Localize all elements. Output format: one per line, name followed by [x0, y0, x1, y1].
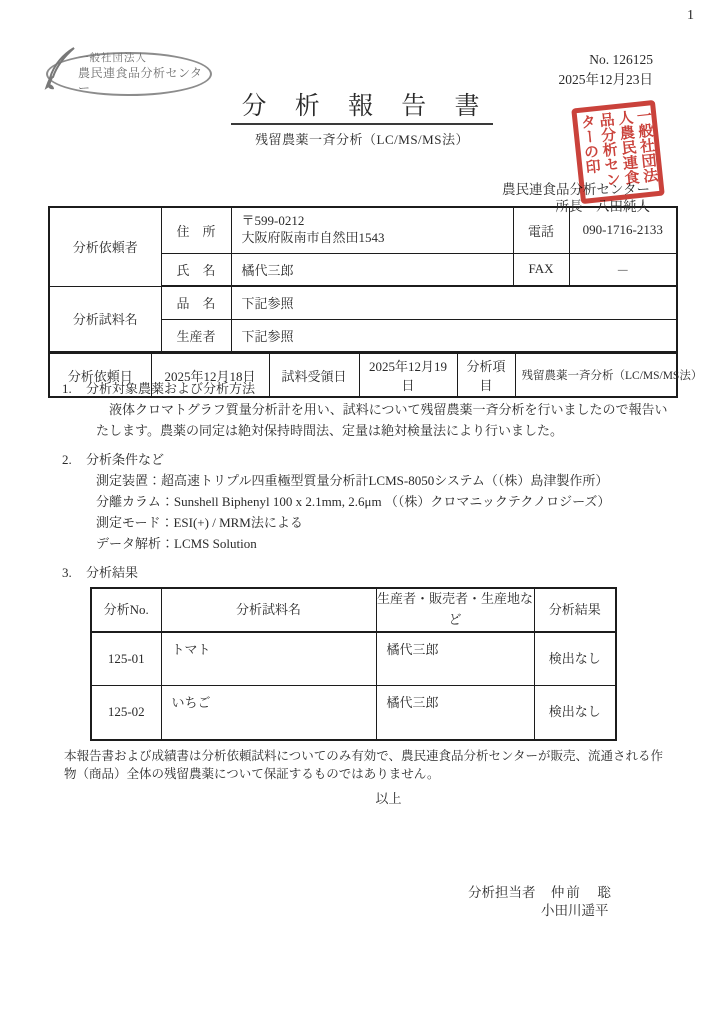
result-value: 検出なし [534, 686, 616, 740]
results-header-sample: 分析試料名 [161, 588, 376, 632]
name-label: 氏 名 [161, 253, 231, 286]
table-row [91, 632, 616, 686]
results-header-result: 分析結果 [534, 588, 616, 632]
request-date-label: 分析依頼日 [49, 353, 151, 397]
result-producer: 橘代三郎 [376, 686, 534, 740]
section-2-heading [62, 450, 678, 471]
section-3-heading [62, 563, 678, 584]
analysis-item-value: 残留農薬一斉分析（LC/MS/MS法） [515, 353, 677, 397]
name-value: 橘代三郎 [231, 253, 513, 286]
issuer-org: 農民連食品分析センター [502, 182, 650, 197]
doc-meta [559, 50, 654, 89]
document-title: 分 析 報 告 書 [231, 86, 492, 125]
section-1-title: 分析対象農薬および分析方法 [86, 381, 256, 396]
section-2-conditions [96, 471, 678, 554]
results-header-row [91, 588, 616, 632]
condition-instrument: 測定装置：超高速トリプル四重極型質量分析計LCMS-8050システム（（株）島津製作所） [96, 473, 609, 489]
analyst-line-1 [468, 884, 613, 902]
section-2-title: 分析条件など [86, 452, 165, 468]
result-producer: 橘代三郎 [376, 632, 534, 686]
address-label: 住 所 [161, 207, 231, 253]
section-1-text: 液体クロマトグラフ質量分析計を用い、試料について残留農薬一斉分析を行いましたので報告いたします。農薬の同定は絶対保持時間法、定量は絶対検量法により行いました。 [96, 401, 668, 438]
issue-date: 2025年12月23日 [558, 71, 653, 87]
analysis-item-label: 分析項目 [457, 353, 515, 397]
section-1-heading [62, 379, 678, 400]
fax-value: － [569, 253, 677, 286]
results-table [90, 587, 617, 741]
phone-value: 090-1716-2133 [569, 207, 677, 253]
street-address: 大阪府阪南市自然田1543 [241, 230, 385, 246]
producer-label: 生産者 [161, 319, 231, 352]
section-3-number: 3. [62, 565, 72, 581]
document-subtitle: 残留農薬一斉分析（LC/MS/MS法） [255, 132, 469, 147]
official-red-seal [571, 100, 665, 204]
section-1 [62, 379, 678, 441]
address-value [231, 207, 513, 253]
result-value: 検出なし [534, 632, 616, 686]
product-value: 下記参照 [231, 286, 677, 319]
seal-text: 一般社団法人農民連食品分析センターの印 [578, 107, 658, 188]
analyst-block [468, 884, 613, 920]
request-info-table [48, 206, 703, 398]
report-body [62, 379, 678, 819]
receipt-date-label: 試料受領日 [269, 353, 359, 397]
results-header-no: 分析No. [91, 588, 161, 632]
doc-number: No. 126125 [589, 52, 653, 67]
issuer-director: 所長 八田純人 [555, 198, 650, 214]
section-2 [62, 450, 678, 554]
postal-code: 〒599-0212 [241, 213, 305, 229]
analyst-name-1: 仲前 聡 [550, 885, 613, 900]
table-row [91, 686, 616, 740]
page-number: 1 [687, 8, 694, 23]
section-3 [62, 563, 678, 809]
results-header-producer: 生産者・販売者・生産地など [376, 588, 534, 632]
closing-word: 以上 [375, 791, 402, 807]
section-3-title: 分析結果 [86, 565, 139, 581]
result-no: 125-02 [91, 686, 161, 740]
requester-label: 分析依頼者 [49, 207, 161, 286]
sample-name-label: 分析試料名 [49, 286, 161, 352]
phone-label: 電話 [513, 207, 569, 253]
section-2-number: 2. [62, 452, 72, 468]
producer-value: 下記参照 [231, 319, 677, 352]
condition-software: データ解析：LCMS Solution [96, 535, 257, 551]
fax-label: FAX [513, 253, 569, 286]
result-sample: トマト [161, 632, 376, 686]
request-date-value: 2025年12月18日 [151, 353, 269, 397]
result-no: 125-01 [91, 632, 161, 686]
section-1-number: 1. [62, 381, 72, 396]
condition-column: 分離カラム：Sunshell Biphenyl 100 x 2.1mm, 2.6μm （（株）クロマニックテクノロジーズ） [96, 493, 611, 509]
product-label: 品 名 [161, 286, 231, 319]
receipt-date-value: 2025年12月19日 [359, 353, 457, 397]
result-sample: いちご [161, 686, 376, 740]
analyst-label: 分析担当者 [468, 885, 536, 900]
condition-mode: 測定モード：ESI(+) / MRM法による [96, 514, 303, 530]
analyst-name-2: 小田川遥平 [541, 903, 609, 919]
logo-org-name: 農民連食品分析センター [78, 65, 203, 95]
disclaimer-text: 本報告書および成績書は分析依頼試料についてのみ有効で、農民連食品分析センターが販売、流通される作物（商品）全体の残留農薬について保証するものではありません。 [64, 748, 664, 781]
logo-org-type: 一般社団法人 [78, 53, 147, 65]
